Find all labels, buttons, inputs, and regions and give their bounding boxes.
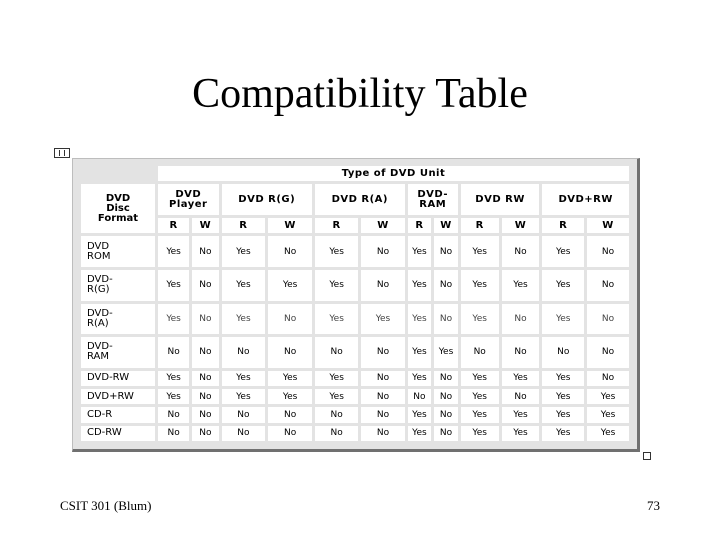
row-format-label: DVD- R(A) [81,304,155,335]
row-format-label: CD-RW [81,426,155,441]
compat-cell: No [268,407,312,422]
table-header-row-units [81,184,629,215]
compatibility-table-image [72,158,640,452]
subheader-write: W [361,218,404,233]
compat-cell: Yes [222,270,266,301]
compat-cell: No [268,304,312,335]
subheader-read: R [408,218,432,233]
compat-cell: No [192,304,218,335]
compat-cell: Yes [542,304,584,335]
compat-cell: No [502,236,540,267]
compat-cell: No [502,389,540,404]
compat-cell: No [408,389,432,404]
compat-cell: Yes [461,389,499,404]
compat-cell: Yes [461,426,499,441]
compat-cell: Yes [587,407,629,422]
compat-cell: Yes [268,389,312,404]
compat-cell: No [502,337,540,368]
compat-cell: No [268,337,312,368]
unit-header: DVD+RW [542,184,629,215]
subheader-read: R [158,218,189,233]
compat-cell: Yes [461,371,499,386]
compat-cell: Yes [158,270,189,301]
compat-cell: Yes [502,426,540,441]
format-header: DVD Disc Format [81,184,155,233]
compat-cell: No [542,337,584,368]
compat-cell: No [361,426,404,441]
compat-cell: Yes [502,270,540,301]
compat-cell: No [222,337,266,368]
compat-cell: Yes [461,236,499,267]
subheader-write: W [587,218,629,233]
blank-cell [81,166,155,181]
compat-cell: No [158,337,189,368]
compat-cell: Yes [542,389,584,404]
compat-cell: Yes [502,407,540,422]
table-row [81,389,629,404]
subheader-write: W [192,218,218,233]
compat-cell: No [434,426,458,441]
compat-cell: No [587,236,629,267]
compat-cell: Yes [408,270,432,301]
unit-header: DVD RW [461,184,540,215]
compat-cell: Yes [542,270,584,301]
compat-cell: No [587,371,629,386]
embedded-object-icon [54,148,70,158]
compat-cell: Yes [502,371,540,386]
compat-cell: No [587,270,629,301]
row-format-label: DVD- R(G) [81,270,155,301]
compat-cell: No [502,304,540,335]
compat-cell: Yes [461,407,499,422]
unit-header: DVD R(A) [315,184,405,215]
compat-cell: No [192,337,218,368]
compat-cell: Yes [158,236,189,267]
compat-cell: Yes [408,337,432,368]
compat-cell: Yes [542,407,584,422]
table-row [81,337,629,368]
subheader-write: W [502,218,540,233]
compat-cell: No [192,389,218,404]
table-row [81,270,629,301]
compat-cell: Yes [158,389,189,404]
compat-cell: No [268,236,312,267]
compat-cell: Yes [408,371,432,386]
unit-header: DVD Player [158,184,219,215]
compat-cell: No [192,407,218,422]
table-row [81,371,629,386]
compat-cell: No [192,236,218,267]
table-subheader-row [81,218,629,233]
compat-cell: No [315,337,358,368]
unit-header: DVD R(G) [222,184,312,215]
compat-cell: No [434,389,458,404]
compat-cell: No [222,407,266,422]
compat-cell: No [434,407,458,422]
compat-cell: No [268,426,312,441]
compat-cell: Yes [222,236,266,267]
subheader-read: R [222,218,266,233]
compat-cell: No [587,304,629,335]
compat-cell: No [192,371,218,386]
compat-cell: Yes [315,371,358,386]
compat-cell: No [361,337,404,368]
compat-cell: Yes [408,236,432,267]
row-format-label: CD-R [81,407,155,422]
compat-cell: Yes [222,371,266,386]
subheader-read: R [461,218,499,233]
page-number: 73 [647,498,660,513]
compat-cell: Yes [222,389,266,404]
compat-cell: Yes [408,304,432,335]
compat-cell: Yes [587,426,629,441]
compat-cell: Yes [434,337,458,368]
compat-cell: Yes [408,407,432,422]
compat-cell: No [434,304,458,335]
slide-title: Compatibility Table [192,71,528,117]
compat-cell: Yes [587,389,629,404]
compat-cell: Yes [268,270,312,301]
unit-header: DVD- RAM [408,184,458,215]
table-row [81,236,629,267]
row-format-label: DVD- RAM [81,337,155,368]
compat-cell: No [361,270,404,301]
compat-cell: Yes [542,426,584,441]
compat-cell: Yes [461,270,499,301]
compat-cell: Yes [222,304,266,335]
table-row [81,426,629,441]
compat-cell: No [461,337,499,368]
compat-cell: No [158,407,189,422]
compat-cell: No [222,426,266,441]
table-header-row-group [81,166,629,181]
compat-cell: Yes [315,236,358,267]
subheader-write: W [268,218,312,233]
compat-cell: No [192,270,218,301]
table-row [81,304,629,335]
compat-cell: Yes [158,371,189,386]
row-format-label: DVD+RW [81,389,155,404]
compat-cell: No [361,371,404,386]
compat-cell: Yes [315,389,358,404]
compat-cell: No [434,371,458,386]
compat-cell: No [361,389,404,404]
compat-cell: Yes [315,304,358,335]
compat-cell: Yes [315,270,358,301]
subheader-read: R [542,218,584,233]
resize-handle [643,452,651,460]
row-format-label: DVD-RW [81,371,155,386]
subheader-write: W [434,218,458,233]
compat-cell: No [361,236,404,267]
compat-cell: Yes [361,304,404,335]
compat-cell: No [158,426,189,441]
subheader-read: R [315,218,358,233]
compat-cell: Yes [542,371,584,386]
compat-cell: No [434,236,458,267]
compat-cell: Yes [268,371,312,386]
compat-cell: Yes [408,426,432,441]
compat-cell: Yes [461,304,499,335]
compat-cell: Yes [158,304,189,335]
compat-cell: No [315,407,358,422]
compat-cell: Yes [542,236,584,267]
compat-cell: No [192,426,218,441]
compatibility-table [78,163,632,444]
table-row [81,407,629,422]
compat-cell: No [587,337,629,368]
compat-cell: No [361,407,404,422]
compat-cell: No [315,426,358,441]
footer-course: CSIT 301 (Blum) [60,498,152,513]
row-format-label: DVD ROM [81,236,155,267]
group-header: Type of DVD Unit [158,166,629,181]
compat-cell: No [434,270,458,301]
